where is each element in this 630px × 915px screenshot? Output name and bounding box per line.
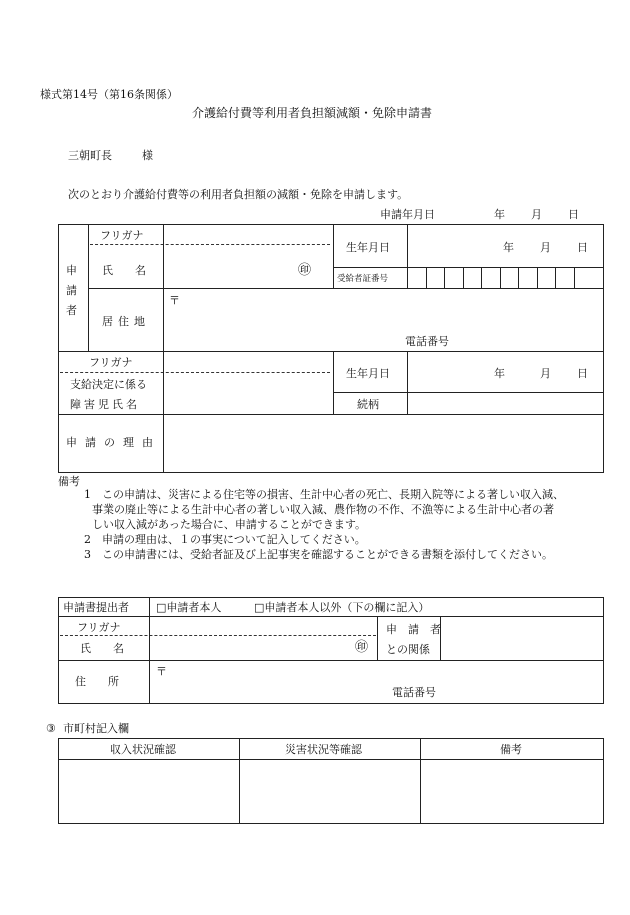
applicant-furigana-field[interactable] [166,226,330,242]
municipal-col-remarks: 備考 [500,743,522,756]
submitter-relation-line1: 申 請 者 [386,623,441,636]
submitter-seal-mark: ㊞ [355,640,369,655]
apply-date-day: 日 [568,208,579,221]
applicant-side-label-1: 申 [66,264,77,277]
child-birth-label: 生年月日 [346,367,390,380]
submitter-option-other[interactable]: □申請者本人以外（下の欄に記入） [254,601,430,614]
applicant-name-field[interactable] [166,247,290,285]
submitter-label: 申請書提出者 [63,601,129,614]
note-2-number: 2 [84,533,91,546]
municipal-marker: ③ [46,722,56,735]
submitter-relation-field[interactable] [443,619,599,657]
applicant-birth-day: 日 [577,241,588,254]
submitter-phone-label: 電話番号 [392,686,436,699]
municipal-col-income: 収入状況確認 [110,743,176,756]
note-1-line1: この申請は、災害による住宅等の損害、生計中心者の死亡、長期入院等による著しい収入減、 [102,488,564,501]
reason-field[interactable] [166,417,600,469]
note-3-line1: この申請書には、受給者証及び上記事実を確認することができる書類を添付してください。 [102,548,553,561]
municipal-col-disaster: 災害状況等確認 [285,743,362,756]
addressee: 三朝町長 [68,149,112,162]
apply-date-month: 月 [531,208,542,221]
submitter-furigana-field[interactable] [152,619,374,633]
child-birth-month: 月 [540,367,551,380]
cert-number-label: 受給者証番号 [337,274,389,284]
applicant-birth-label: 生年月日 [346,241,390,254]
notes-heading: 備考 [58,475,80,488]
note-2-line1: 申請の理由は、１の事実について記入してください。 [102,533,366,546]
child-relation-label: 続柄 [357,398,379,411]
submitter-option-self[interactable]: □申請者本人 [156,601,222,614]
intro-text: 次のとおり介護給付費等の利用者負担額の減額・免除を申請します。 [68,188,409,201]
applicant-side-label-3: 者 [66,304,77,317]
submitter-postal-mark: 〒 [156,665,167,678]
addressee-honorific: 様 [142,149,153,162]
child-label-line1: 支給決定に係る [70,378,147,391]
form-title: 介護給付費等利用者負担額減額・免除申請書 [192,106,433,120]
submitter-furigana-label: フリガナ [77,621,121,634]
applicant-address-label: 居住地 [102,315,150,328]
apply-date-year: 年 [494,208,505,221]
child-furigana-label: フリガナ [89,356,133,369]
submitter-address-label: 住 所 [75,675,119,688]
municipal-heading: 市町村記入欄 [63,722,129,735]
applicant-postal-mark: 〒 [169,294,180,307]
applicant-phone-label: 電話番号 [405,335,449,348]
submitter-name-label: 氏 名 [80,642,124,655]
note-3-number: 3 [84,548,91,561]
child-label-line2: 障害児氏名 [70,398,140,411]
applicant-birth-month: 月 [540,241,551,254]
child-birth-day: 日 [577,367,588,380]
reason-label: 申請の理由 [66,436,161,449]
applicant-seal-mark: ㊞ [298,263,312,278]
apply-date-label: 申請年月日 [380,208,435,221]
note-1-line3: しい収入減があった場合に、申請することができます。 [92,518,367,531]
applicant-name-label: 氏 名 [102,264,146,277]
note-1-number: 1 [84,488,91,501]
applicant-furigana-label: フリガナ [100,229,144,242]
child-birth-year: 年 [494,367,505,380]
note-1-line2: 事業の廃止等による生計中心者の著しい収入減、農作物の不作、不漁等による生計中心者の著 [92,503,554,516]
applicant-side-label-2: 請 [66,284,77,297]
applicant-birth-year: 年 [503,241,514,254]
submitter-relation-line2: との関係 [386,643,430,656]
submitter-name-field[interactable] [152,638,342,658]
form-number: 様式第14号（第16条関係） [40,88,178,101]
